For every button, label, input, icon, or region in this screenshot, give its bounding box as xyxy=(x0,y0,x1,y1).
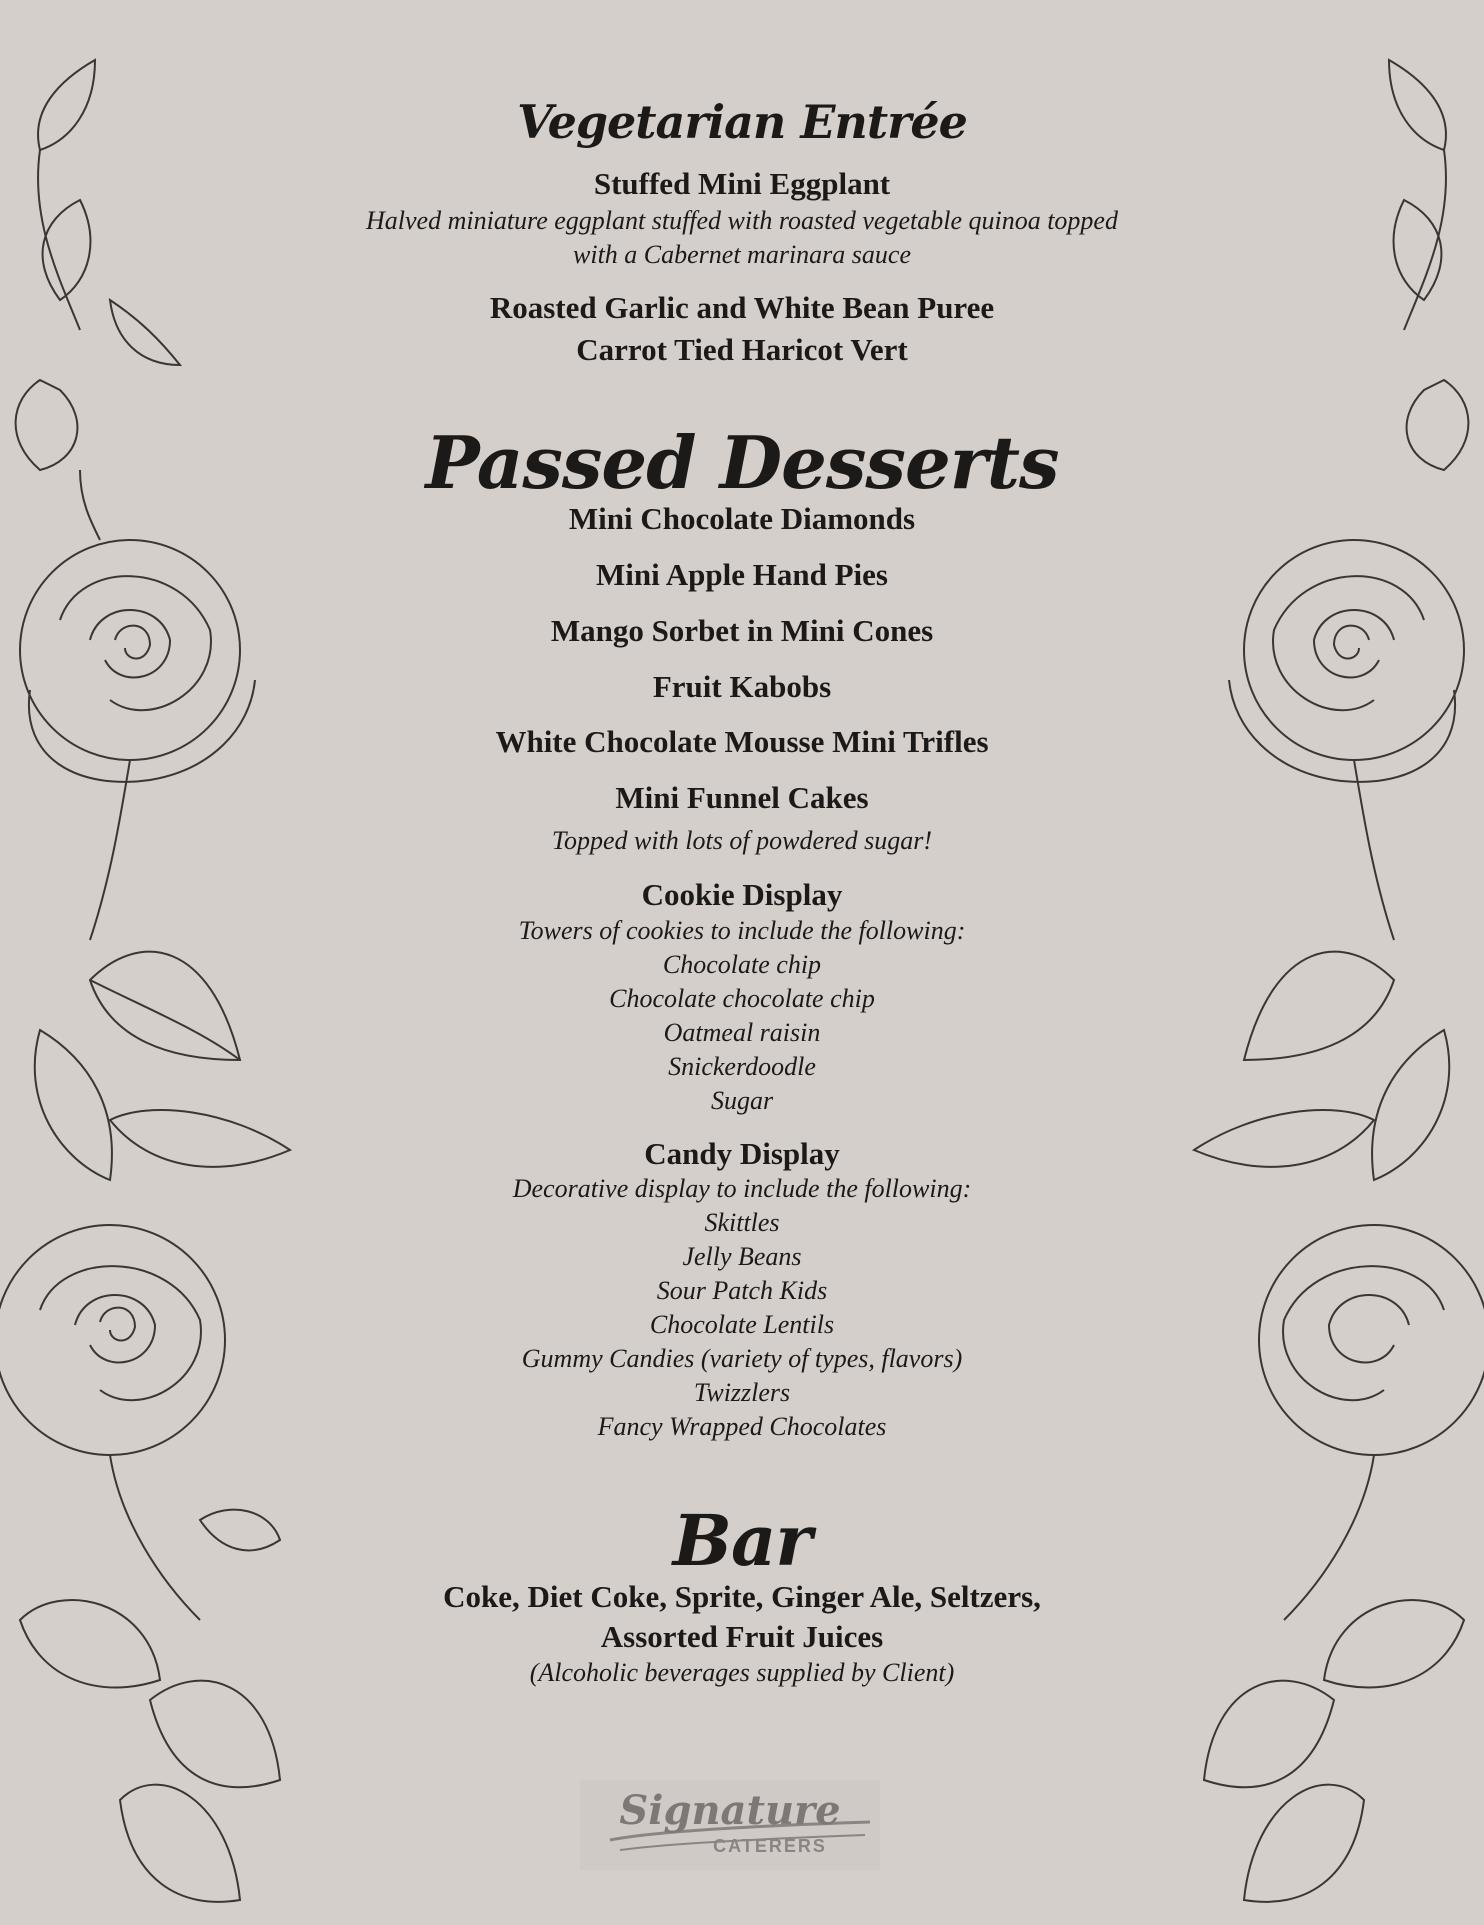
cookie-list-item: Oatmeal raisin xyxy=(663,1018,821,1047)
desserts-heading: Passed Desserts xyxy=(425,420,1059,505)
vegetarian-heading: Vegetarian Entrée xyxy=(517,95,967,149)
signature-caterers-logo xyxy=(580,1780,880,1870)
menu-item: Mini Apple Hand Pies xyxy=(596,557,888,592)
cookie-list-item: Chocolate chocolate chip xyxy=(609,984,875,1013)
floral-border-right xyxy=(1184,0,1484,1920)
menu-item: Stuffed Mini Eggplant xyxy=(593,166,891,201)
cookie-list-item: Chocolate chip xyxy=(662,950,822,979)
candy-list-item: Sour Patch Kids xyxy=(656,1276,828,1305)
candy-list-item: Fancy Wrapped Chocolates xyxy=(597,1412,887,1441)
menu-item: Mango Sorbet in Mini Cones xyxy=(550,613,934,648)
menu-item: Roasted Garlic and White Bean Puree xyxy=(489,290,995,325)
floral-border-left xyxy=(0,0,300,1920)
bar-heading: Bar xyxy=(672,1499,812,1582)
bar-note: (Alcoholic beverages supplied by Client) xyxy=(529,1658,955,1687)
rose-vine-illustration xyxy=(0,0,300,1920)
bar-drinks-line: Assorted Fruit Juices xyxy=(600,1619,884,1654)
menu-item: Mini Chocolate Diamonds xyxy=(568,501,916,536)
candy-list-item: Twizzlers xyxy=(693,1378,791,1407)
menu-item: White Chocolate Mousse Mini Trifles xyxy=(495,724,989,759)
bar-drinks-line: Coke, Diet Coke, Sprite, Ginger Ale, Seltzers, xyxy=(443,1579,1041,1614)
candy-list-item: Gummy Candies (variety of types, flavors) xyxy=(521,1344,963,1373)
candy-list-item: Jelly Beans xyxy=(682,1242,802,1271)
cookie-list-item: Snickerdoodle xyxy=(668,1052,816,1081)
menu-item-description: Halved miniature eggplant stuffed with roasted vegetable quinoa topped xyxy=(366,206,1118,235)
candy-display-title: Candy Display xyxy=(644,1136,840,1171)
candy-list-item: Chocolate Lentils xyxy=(649,1310,835,1339)
menu-item-description: Topped with lots of powdered sugar! xyxy=(551,826,933,855)
cookie-display-intro: Towers of cookies to include the following: xyxy=(518,916,966,945)
candy-list-item: Skittles xyxy=(704,1208,780,1237)
svg-text:CATERERS: CATERERS xyxy=(713,1836,827,1856)
menu-item-description: with a Cabernet marinara sauce xyxy=(573,240,911,269)
cookie-display-title: Cookie Display xyxy=(641,877,843,912)
candy-display-intro: Decorative display to include the following: xyxy=(512,1174,972,1203)
menu-item: Mini Funnel Cakes xyxy=(615,780,869,815)
svg-text:Signature: Signature xyxy=(619,1787,841,1834)
cookie-list-item: Sugar xyxy=(710,1086,774,1115)
rose-vine-illustration xyxy=(1184,0,1484,1920)
menu-item: Carrot Tied Haricot Vert xyxy=(576,332,908,367)
menu-item: Fruit Kabobs xyxy=(652,669,832,704)
